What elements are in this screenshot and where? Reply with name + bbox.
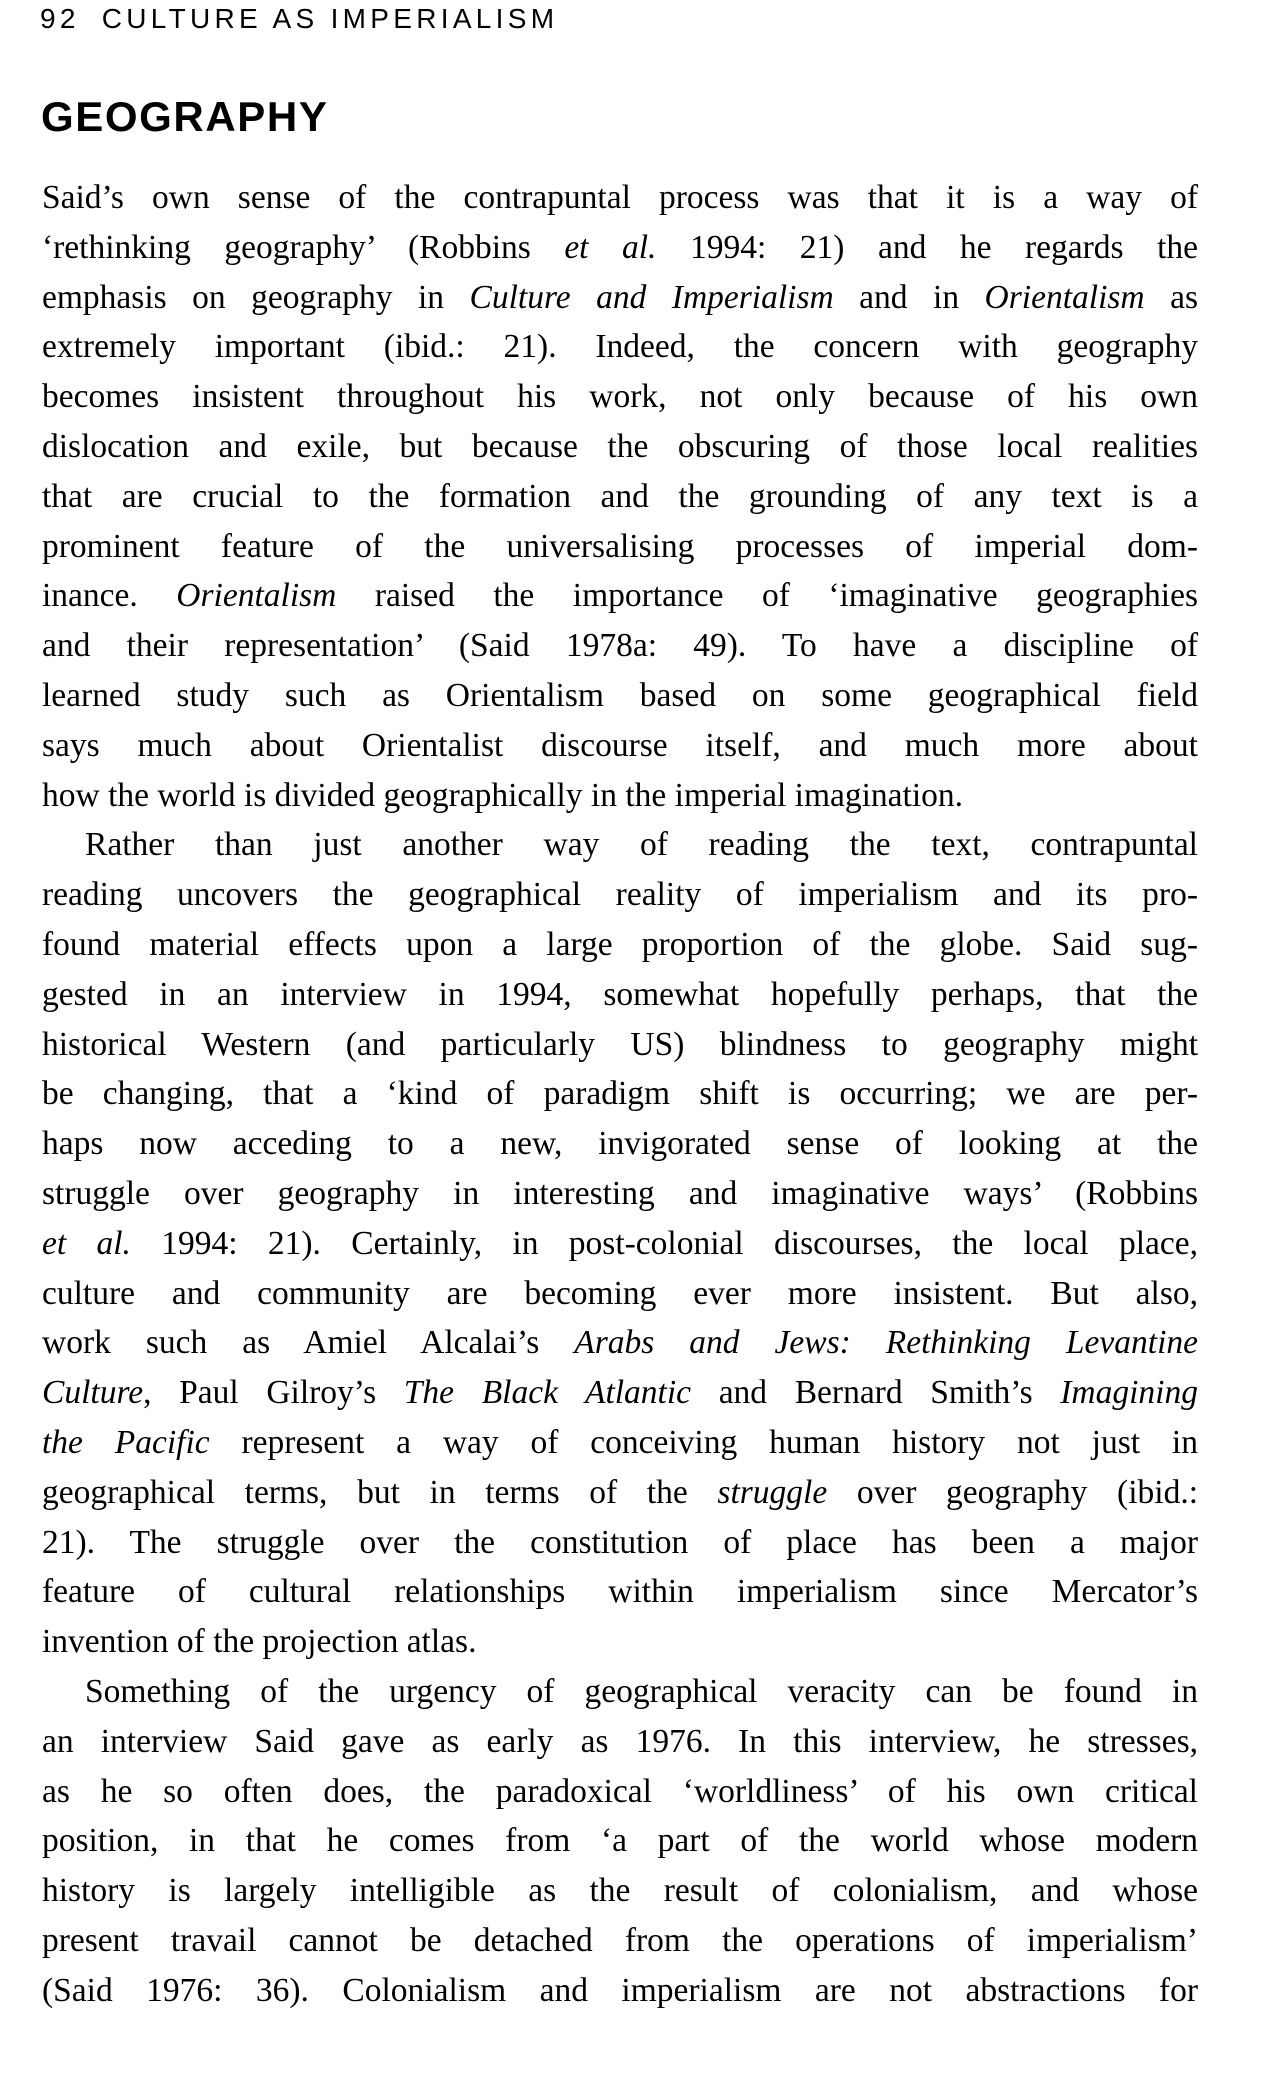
body-text	[42, 173, 1198, 2015]
text-run: , Paul Gilroy’s	[143, 1374, 404, 1412]
text-line	[42, 771, 1198, 821]
text-line	[42, 1667, 1198, 1717]
text-line	[42, 1169, 1198, 1219]
text-run: struggle over geography in interesting and imaginative ways’ (Robbins	[42, 1174, 1198, 1212]
text-run: gested in an interview in 1994, somewhat hopefully perhaps, that the	[42, 975, 1198, 1013]
text-line	[42, 1567, 1198, 1617]
text-line	[42, 1767, 1198, 1817]
text-line	[42, 223, 1198, 273]
text-run: over geography (ibid.:	[827, 1473, 1199, 1511]
text-run: how the world is divided geographically in the imperial imagination.	[42, 776, 964, 814]
text-run: work such as Amiel Alcalai’s	[42, 1324, 575, 1362]
text-run: Said’s own sense of the contrapuntal process was that it is a way of	[42, 179, 1198, 216]
book-title: CULTURE AS IMPERIALISM	[101, 3, 559, 34]
text-line	[42, 1219, 1198, 1269]
paragraph	[42, 1667, 1198, 2016]
text-run: invention of the projection atlas.	[42, 1623, 477, 1661]
text-run: be changing, that a ‘kind of paradigm shift is occurring; we are per-	[42, 1075, 1198, 1113]
text-run: raised the importance of ‘imaginative geographies	[336, 577, 1198, 615]
text-run: dislocation and exile, but because the obscuring of those local realities	[42, 427, 1198, 465]
text-run: an interview Said gave as early as 1976. In this interview, he stresses,	[42, 1722, 1198, 1760]
text-run: culture and community are becoming ever more insistent. But also,	[42, 1274, 1198, 1312]
text-line	[42, 621, 1198, 671]
italic-text: struggle	[717, 1473, 828, 1511]
text-run: reading uncovers the geographical reality of imperialism and its pro-	[42, 876, 1198, 914]
text-run: position, in that he comes from ‘a part of the world whose modern	[42, 1822, 1198, 1860]
paragraph	[42, 173, 1198, 820]
running-head	[40, 2, 558, 36]
text-line	[42, 472, 1198, 522]
text-line	[42, 372, 1198, 422]
page-number: 92	[40, 3, 80, 34]
text-run: found material effects upon a large proportion of the globe. Said sug-	[42, 925, 1198, 963]
text-line	[42, 1617, 1198, 1667]
italic-text: the Pacific	[42, 1423, 210, 1461]
text-run: 1994: 21). Certainly, in post-colonial discourses, the local place,	[130, 1224, 1199, 1262]
text-run: 1994: 21) and he regards the	[656, 228, 1198, 266]
italic-text: et al.	[564, 228, 657, 266]
text-line	[42, 422, 1198, 472]
text-run: Something of the urgency of geographical veracity can be found in	[85, 1672, 1198, 1710]
text-line	[42, 1119, 1198, 1169]
text-line	[42, 820, 1198, 870]
text-line	[42, 1368, 1198, 1418]
text-run: Rather than just another way of reading the text, contrapuntal	[85, 826, 1198, 864]
text-run: as	[1144, 278, 1198, 316]
text-line	[42, 522, 1198, 572]
text-line	[42, 1318, 1198, 1368]
text-run: extremely important (ibid.: 21). Indeed, the concern with geography	[42, 328, 1198, 366]
italic-text: Imagining	[1060, 1374, 1198, 1412]
text-line	[42, 1269, 1198, 1319]
text-run: historical Western (and particularly US) blindness to geography might	[42, 1025, 1198, 1063]
text-line	[42, 870, 1198, 920]
text-run: haps now acceding to a new, invigorated sense of looking at the	[42, 1125, 1198, 1163]
text-run: geographical terms, but in terms of the	[42, 1473, 718, 1511]
italic-text: Orientalism	[984, 278, 1145, 316]
text-line	[42, 1069, 1198, 1119]
text-run: prominent feature of the universalising processes of imperial dom-	[42, 527, 1198, 565]
text-line	[42, 571, 1198, 621]
text-line	[42, 1866, 1198, 1916]
italic-text: et al.	[42, 1224, 131, 1262]
text-run: represent a way of conceiving human history not just in	[209, 1423, 1198, 1461]
text-line	[42, 1518, 1198, 1568]
text-line	[42, 273, 1198, 323]
text-run: inance.	[42, 577, 177, 615]
text-run: and Bernard Smith’s	[691, 1374, 1061, 1412]
text-run: history is largely intelligible as the result of colonialism, and whose	[42, 1872, 1198, 1910]
text-run: and their representation’ (Said 1978a: 49). To have a discipline of	[42, 627, 1198, 665]
text-line	[42, 920, 1198, 970]
text-run: as he so often does, the paradoxical ‘worldliness’ of his own critical	[42, 1772, 1198, 1810]
text-run: (Said 1976: 36). Colonialism and imperialism are not abstractions for	[42, 1971, 1198, 2009]
text-line	[42, 1966, 1198, 2016]
text-run: learned study such as Orientalism based on some geographical field	[42, 676, 1198, 714]
italic-text: Orientalism	[176, 577, 337, 615]
text-run: feature of cultural relationships within imperialism since Mercator’s	[42, 1573, 1198, 1611]
text-line	[42, 1717, 1198, 1767]
text-line	[42, 173, 1198, 223]
text-line	[42, 970, 1198, 1020]
text-run: that are crucial to the formation and the grounding of any text is a	[42, 477, 1198, 515]
text-line	[42, 1816, 1198, 1866]
text-run: and in	[833, 278, 985, 316]
text-run: says much about Orientalist discourse itself, and much more about	[42, 726, 1198, 764]
text-line	[42, 1916, 1198, 1966]
italic-text: Culture	[42, 1374, 144, 1412]
text-run: becomes insistent throughout his work, not only because of his own	[42, 378, 1198, 416]
italic-text: Arabs and Jews: Rethinking Levantine	[574, 1324, 1198, 1362]
italic-text: Culture and Imperialism	[469, 278, 834, 316]
text-run: 21). The struggle over the constitution of place has been a major	[42, 1523, 1198, 1561]
text-line	[42, 671, 1198, 721]
text-line	[42, 1418, 1198, 1468]
text-run: emphasis on geography in	[42, 278, 470, 316]
text-run: present travail cannot be detached from the operations of imperialism’	[42, 1921, 1198, 1959]
text-line	[42, 1020, 1198, 1070]
text-run: ‘rethinking geography’ (Robbins	[42, 228, 565, 266]
text-line	[42, 322, 1198, 372]
text-line	[42, 721, 1198, 771]
paragraph	[42, 820, 1198, 1667]
text-line	[42, 1468, 1198, 1518]
italic-text: The Black Atlantic	[403, 1374, 692, 1412]
section-heading: GEOGRAPHY	[41, 93, 329, 140]
